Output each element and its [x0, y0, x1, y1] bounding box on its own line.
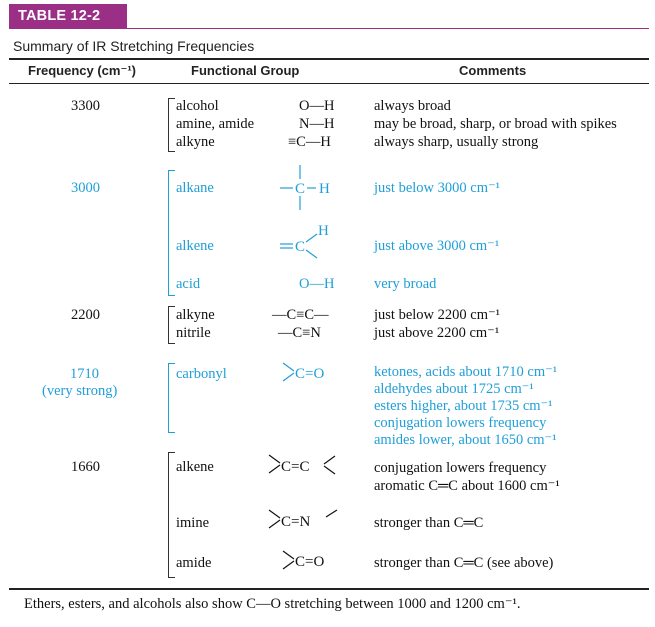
- structure-amide: [280, 545, 350, 579]
- header-bottom-rule: [9, 83, 649, 84]
- bracket-2200: [168, 306, 175, 344]
- comment-carbonyl-aldehydes: aldehydes about 1725 cm⁻¹: [374, 381, 534, 397]
- comment-amide: stronger than C═C (see above): [374, 555, 554, 571]
- group-alkene-ch: alkene: [176, 238, 214, 254]
- header-functional-group: Functional Group: [191, 63, 300, 78]
- freq-1710-note: (very strong): [42, 383, 118, 399]
- comment-imine: stronger than C═C: [374, 515, 484, 531]
- comment-acid: very broad: [374, 276, 437, 292]
- group-amide: amide: [176, 555, 212, 571]
- comment-alkyne-cc: just below 2200 cm⁻¹: [374, 307, 500, 323]
- alkene-carbon: C: [295, 239, 306, 255]
- group-carbonyl: carbonyl: [176, 366, 227, 382]
- bracket-3000: [168, 170, 175, 296]
- header-comments: Comments: [459, 63, 527, 78]
- group-imine: imine: [176, 515, 210, 531]
- group-acid: acid: [176, 276, 201, 292]
- comment-carbonyl-ketones: ketones, acids about 1710 cm⁻¹: [374, 364, 558, 380]
- freq-3000: 3000: [71, 180, 100, 196]
- freq-1710: 1710: [70, 366, 99, 382]
- structure-alkene-cc: [266, 450, 356, 484]
- formula-nitrile: —C≡N: [278, 325, 321, 341]
- group-alkane: alkane: [176, 180, 214, 196]
- alkane-carbon: C: [295, 181, 306, 197]
- freq-1660: 1660: [71, 459, 100, 475]
- footnote: Ethers, esters, and alcohols also show C—O stretching between 1000 and 1200 cm⁻¹.: [24, 596, 521, 612]
- group-amine-amide: amine, amide: [176, 116, 255, 132]
- structure-carbonyl: [280, 356, 350, 390]
- group-alkene-cc: alkene: [176, 459, 214, 475]
- bracket-1710: [168, 363, 175, 433]
- formula-NH: N—H: [299, 116, 335, 132]
- table-title: Summary of IR Stretching Frequencies: [13, 38, 255, 54]
- bracket-1660: [168, 452, 175, 578]
- comment-alkane: just below 3000 cm⁻¹: [374, 180, 500, 196]
- comment-alkene-aromatic: aromatic C═C about 1600 cm⁻¹: [374, 478, 560, 494]
- comment-carbonyl-conjugation: conjugation lowers frequency: [374, 415, 547, 431]
- amide-formula: C=O: [295, 554, 325, 570]
- header-frequency: Frequency (cm⁻¹): [28, 63, 136, 78]
- comment-alkyne-ch: always sharp, usually strong: [374, 134, 539, 150]
- comment-alkene-conjugation: conjugation lowers frequency: [374, 460, 547, 476]
- formula-OH: O—H: [299, 98, 335, 114]
- alkene-cc-formula: C=C: [281, 459, 310, 475]
- accent-rule: [9, 28, 649, 29]
- header-top-rule: [9, 58, 649, 60]
- comment-carbonyl-amides: amides lower, about 1650 cm⁻¹: [374, 432, 557, 448]
- structure-alkene-ch: [272, 218, 352, 268]
- alkane-hydrogen: H: [319, 181, 330, 197]
- imine-formula: C=N: [281, 514, 311, 530]
- carbonyl-formula: C=O: [295, 366, 325, 382]
- bracket-3300: [168, 98, 175, 152]
- formula-alkyne-CH: ≡C—H: [288, 134, 331, 150]
- structure-imine: [266, 504, 356, 538]
- comment-amine: may be broad, sharp, or broad with spikes: [374, 116, 617, 132]
- comment-nitrile: just above 2200 cm⁻¹: [374, 325, 500, 341]
- group-alkyne-cc: alkyne: [176, 307, 215, 323]
- formula-acid-OH: O—H: [299, 276, 335, 292]
- freq-2200: 2200: [71, 307, 100, 323]
- table-label: TABLE 12-2: [18, 8, 101, 24]
- comment-carbonyl-esters: esters higher, about 1735 cm⁻¹: [374, 398, 553, 414]
- comment-alcohol: always broad: [374, 98, 451, 114]
- table-label-tag: [9, 4, 127, 28]
- alkene-hydrogen: H: [318, 223, 329, 239]
- freq-3300: 3300: [71, 98, 100, 114]
- group-alkyne-ch: alkyne: [176, 134, 215, 150]
- table-bottom-rule: [9, 588, 649, 590]
- formula-alkyne-CC: —C≡C—: [272, 307, 329, 323]
- structure-alkane: [272, 160, 352, 215]
- group-nitrile: nitrile: [176, 325, 211, 341]
- group-alcohol: alcohol: [176, 98, 219, 114]
- comment-alkene-ch: just above 3000 cm⁻¹: [374, 238, 500, 254]
